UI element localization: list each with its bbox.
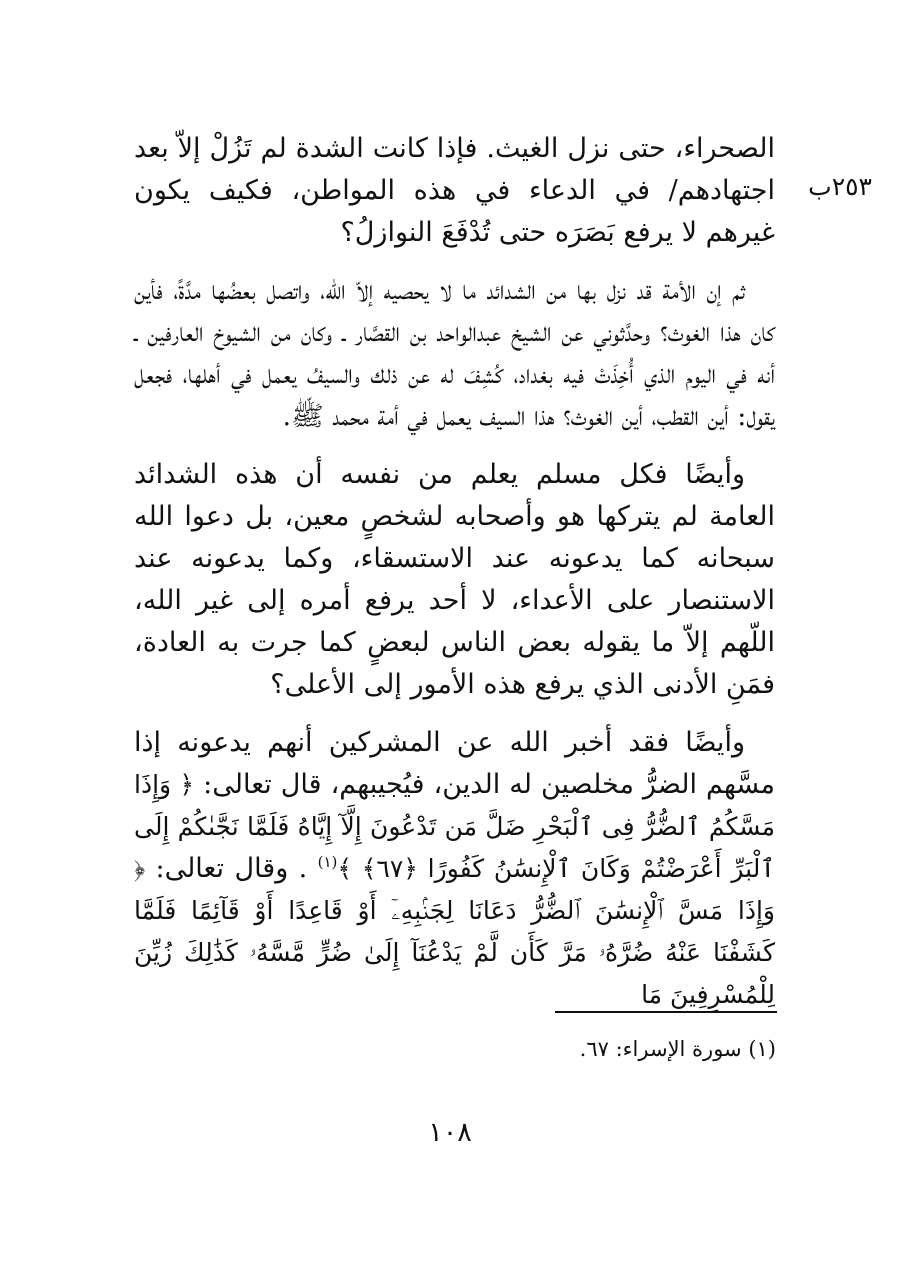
footnote-reference[interactable]: (١): [317, 853, 338, 871]
paragraph-1: الصحراء، حتى نزل الغيث. فإذا كانت الشدة لم تَزُلْ إلاّ بعد اجتهادهم/ في الدعاء في هذه المواطن، فكيف يكون غيرهم لا يرفع بَصَرَه حتى تُدْفَعَ النوازلُ؟: [134, 133, 775, 248]
paragraph-4-intro: وأيضًا فقد أخبر الله عن المشركين أنهم يدعونه إذا مسَّهم الضرُّ مخلصين له الدين، فيُجيبهم، قال تعالى:: [134, 727, 775, 800]
footnote: (١) سورة الإسراء: ٦٧.: [579, 1037, 776, 1061]
paragraph-4: [134, 722, 775, 1016]
quran-verse-1: ﴿ وَإِذَا مَسَّكُمُ ٱلضُّرُّ فِى ٱلْبَحْرِ ضَلَّ مَن تَدْعُونَ إِلَّآ إِيَّاهُ فَلَمَّا نَجَّىٰكُمْ إِلَى ٱلْبَرِّ أَعْرَضْتُمْ وَكَانَ ٱلْإِنسَٰنُ كَفُورًا ﴿٦٧﴾ ﴾: [134, 770, 775, 883]
manuscript-folio-marker: ٢٥٣ب: [808, 172, 872, 201]
body-text: [134, 128, 775, 1016]
page-number: ١٠٨: [428, 1117, 472, 1148]
paragraph-4-bridge: . وقال تعالى:: [155, 853, 308, 884]
paragraph-3: وأيضًا فكل مسلم يعلم من نفسه أن هذه الشدائد العامة لم يتركها هو وأصحابه لشخصٍ معين، بل دعوا الله سبحانه كما يدعونه عند الاستسقاء، وكما يدعونه عند الاستنصار على الأعداء، لا أحد يرفع أمره إلى غير الله، اللّهم إلاّ ما يقوله بعض الناس لبعضٍ كما جرت به العادة، فمَنِ الأدنى الذي يرفع هذه الأمور إلى الأعلى؟: [134, 459, 775, 700]
paragraph-2: ثم إن الأمة قد نزل بها من الشدائد ما لا يحصيه إلاّ الله، واتصل بعضُها مدَّةً، فأين كان هذا الغوث؟ وحدَّثوني عن الشيخ عبدالواحد بن القصَّار ـ وكان من الشيوخ العارفين ـ أنه في اليوم الذي أُخِذَتْ فيه بغداد، كُشِفَ له عن ذلك والسيفُ يعمل في أهلها، فجعل يقول: أين القطب، أين الغوث؟ هذا السيف يعمل في أمة محمد ﷺ.: [134, 275, 775, 432]
quran-verse-2: ﴿ وَإِذَا مَسَّ ٱلْإِنسَٰنَ ٱلضُّرُّ دَعَانَا لِجَنۢبِهِۦٓ أَوْ قَاعِدًا أَوْ قَآئِمًا فَلَمَّا كَشَفْنَا عَنْهُ ضُرَّهُۥ مَرَّ كَأَن لَّمْ يَدْعُنَآ إِلَىٰ ضُرٍّ مَّسَّهُۥ كَذَٰلِكَ زُيِّنَ لِلْمُسْرِفِينَ مَا: [134, 854, 775, 1009]
footnote-divider: [555, 1011, 777, 1013]
